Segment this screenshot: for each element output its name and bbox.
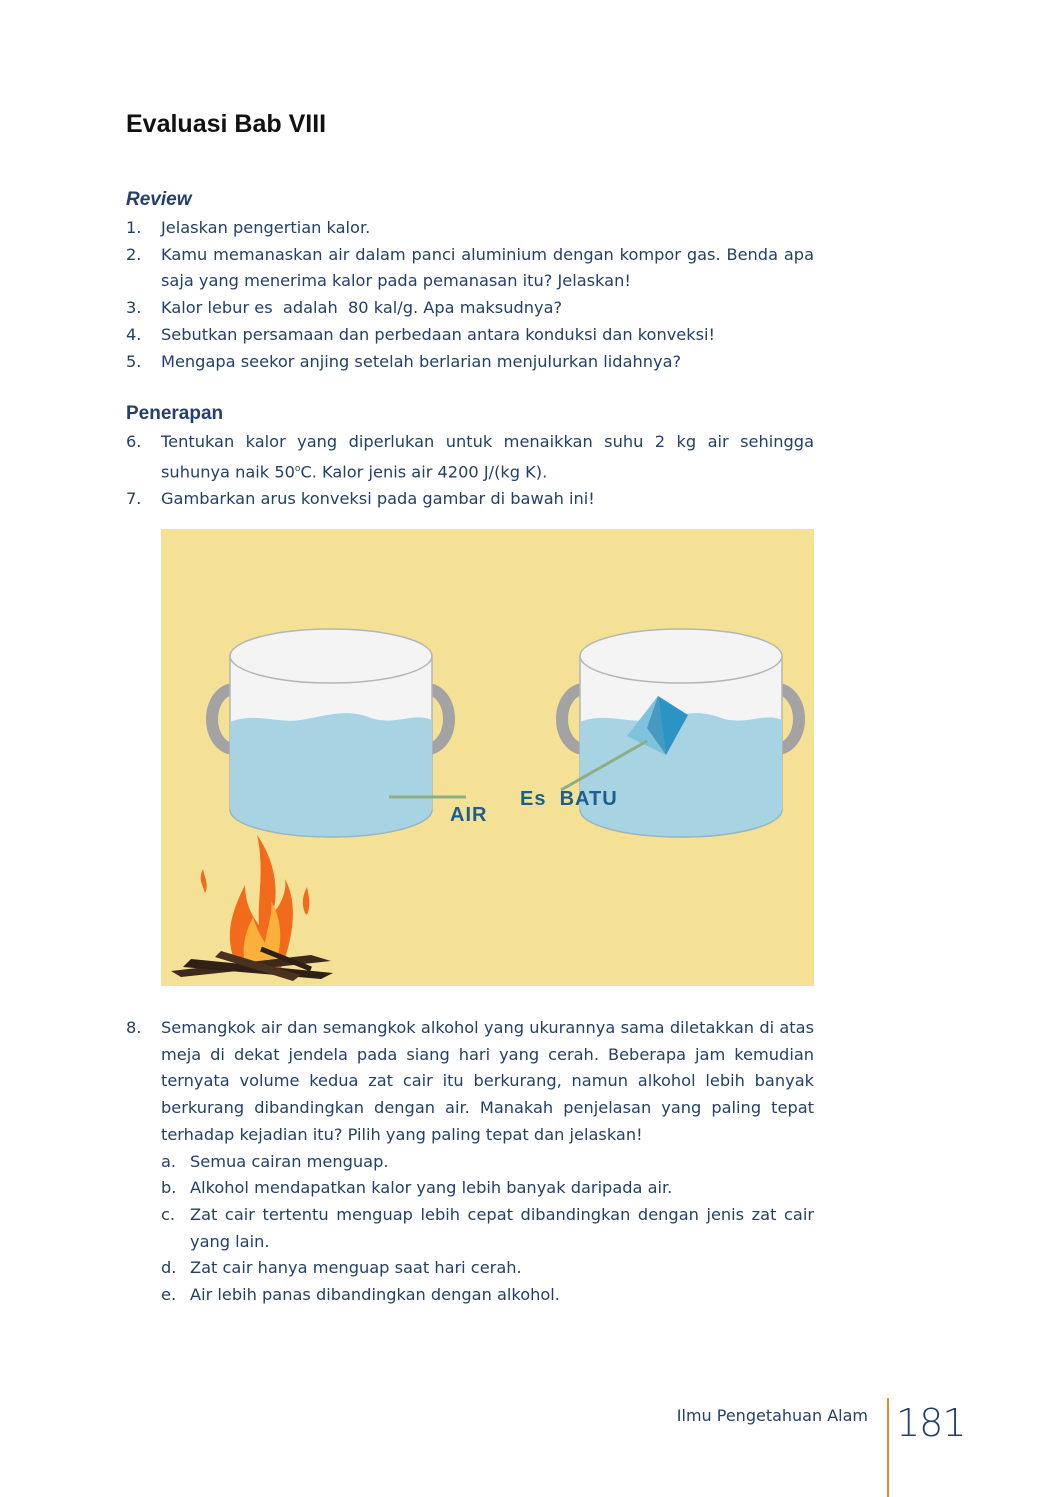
item-number: 7.: [126, 488, 142, 508]
option-a: [161, 1149, 814, 1176]
item-text-cont: C. Kalor jenis air 4200 J/(kg K).: [300, 462, 548, 482]
convection-figure: [161, 529, 814, 986]
review-item-5: [126, 349, 814, 376]
footer-subject: Ilmu Pengetahuan Alam: [676, 1406, 868, 1425]
item-number: 1.: [126, 218, 142, 237]
penerapan-heading: Penerapan: [126, 403, 224, 424]
question-8: [126, 1015, 814, 1309]
item-text: Jelaskan pengertian kalor.: [161, 218, 371, 237]
option-text: Zat cair tertentu menguap lebih cepat dibandingkan dengan jenis zat cair yang lain.: [190, 1204, 814, 1251]
review-list: [126, 215, 814, 375]
item-number: 5.: [126, 351, 142, 371]
right-pot-rim: [580, 629, 782, 683]
penerapan-item-7: [126, 486, 814, 513]
review-item-3: [126, 295, 814, 322]
item-number: 4.: [126, 324, 142, 344]
review-item-1: [126, 215, 814, 242]
option-letter: b.: [161, 1178, 177, 1198]
option-text: Zat cair hanya menguap saat hari cerah.: [190, 1258, 522, 1278]
review-item-2: [126, 242, 814, 295]
item-text: Mengapa seekor anjing setelah berlarian menjulurkan lidahnya?: [161, 351, 682, 371]
footer-divider: [887, 1398, 889, 1497]
item-number: 3.: [126, 298, 142, 318]
option-letter: c.: [161, 1204, 176, 1224]
page-title: Evaluasi Bab VIII: [126, 110, 327, 138]
right-pot-water: [580, 713, 782, 837]
option-text: Semua cairan menguap.: [190, 1151, 389, 1171]
review-item-4: [126, 322, 814, 349]
item-text: Sebutkan persamaan dan perbedaan antara konduksi dan konveksi!: [161, 324, 716, 344]
left-pot-water: [230, 713, 432, 837]
item-text: Tentukan kalor yang diperlukan untuk menaikkan suhu 2 kg air sehingga suhunya naik 50: [161, 432, 814, 482]
option-e: [161, 1282, 814, 1309]
item-text: Kalor lebur es adalah 80 kal/g. Apa maksudnya?: [161, 298, 563, 318]
penerapan-item-6: [126, 429, 814, 486]
option-c: [161, 1202, 814, 1255]
option-text: Air lebih panas dibandingkan dengan alkohol.: [190, 1285, 560, 1305]
item-text: Gambarkan arus konveksi pada gambar di bawah ini!: [161, 488, 595, 508]
ice-label: Es BATU: [520, 788, 618, 810]
q8-options: [161, 1149, 814, 1309]
item-number: 2.: [126, 244, 142, 264]
item-text: Kamu memanaskan air dalam panci aluminium dengan kompor gas. Benda apa saja yang menerima kalor pada pemanasan itu? Jelaskan!: [161, 244, 814, 291]
left-pot-rim: [230, 629, 432, 683]
penerapan-list: [126, 429, 814, 513]
option-b: [161, 1175, 814, 1202]
option-d: [161, 1255, 814, 1282]
item-number: 8.: [126, 1018, 142, 1037]
item-number: 6.: [126, 432, 142, 451]
item-text: Semangkok air dan semangkok alkohol yang ukurannya sama diletakkan di atas meja di dekat jendela pada siang hari yang cerah. Beberapa jam kemudian ternyata volume kedua zat cair itu berkurang, namun alkohol lebih banyak berkurang dibandingkan dengan air. Manakah penjelasan yang paling tepat terhadap kejadian itu? Pilih yang paling tepat dan jelaskan!: [161, 1018, 814, 1144]
degree-superscript: o: [294, 463, 301, 474]
water-label: AIR: [450, 804, 488, 826]
page-number: 181: [896, 1401, 966, 1445]
option-letter: e.: [161, 1285, 177, 1305]
left-pot: [212, 629, 449, 837]
convection-illustration: [161, 529, 814, 986]
option-text: Alkohol mendapatkan kalor yang lebih banyak daripada air.: [190, 1178, 673, 1198]
q8-item: [126, 1015, 814, 1309]
option-letter: a.: [161, 1151, 177, 1171]
review-heading: Review: [126, 189, 192, 210]
option-letter: d.: [161, 1258, 177, 1278]
